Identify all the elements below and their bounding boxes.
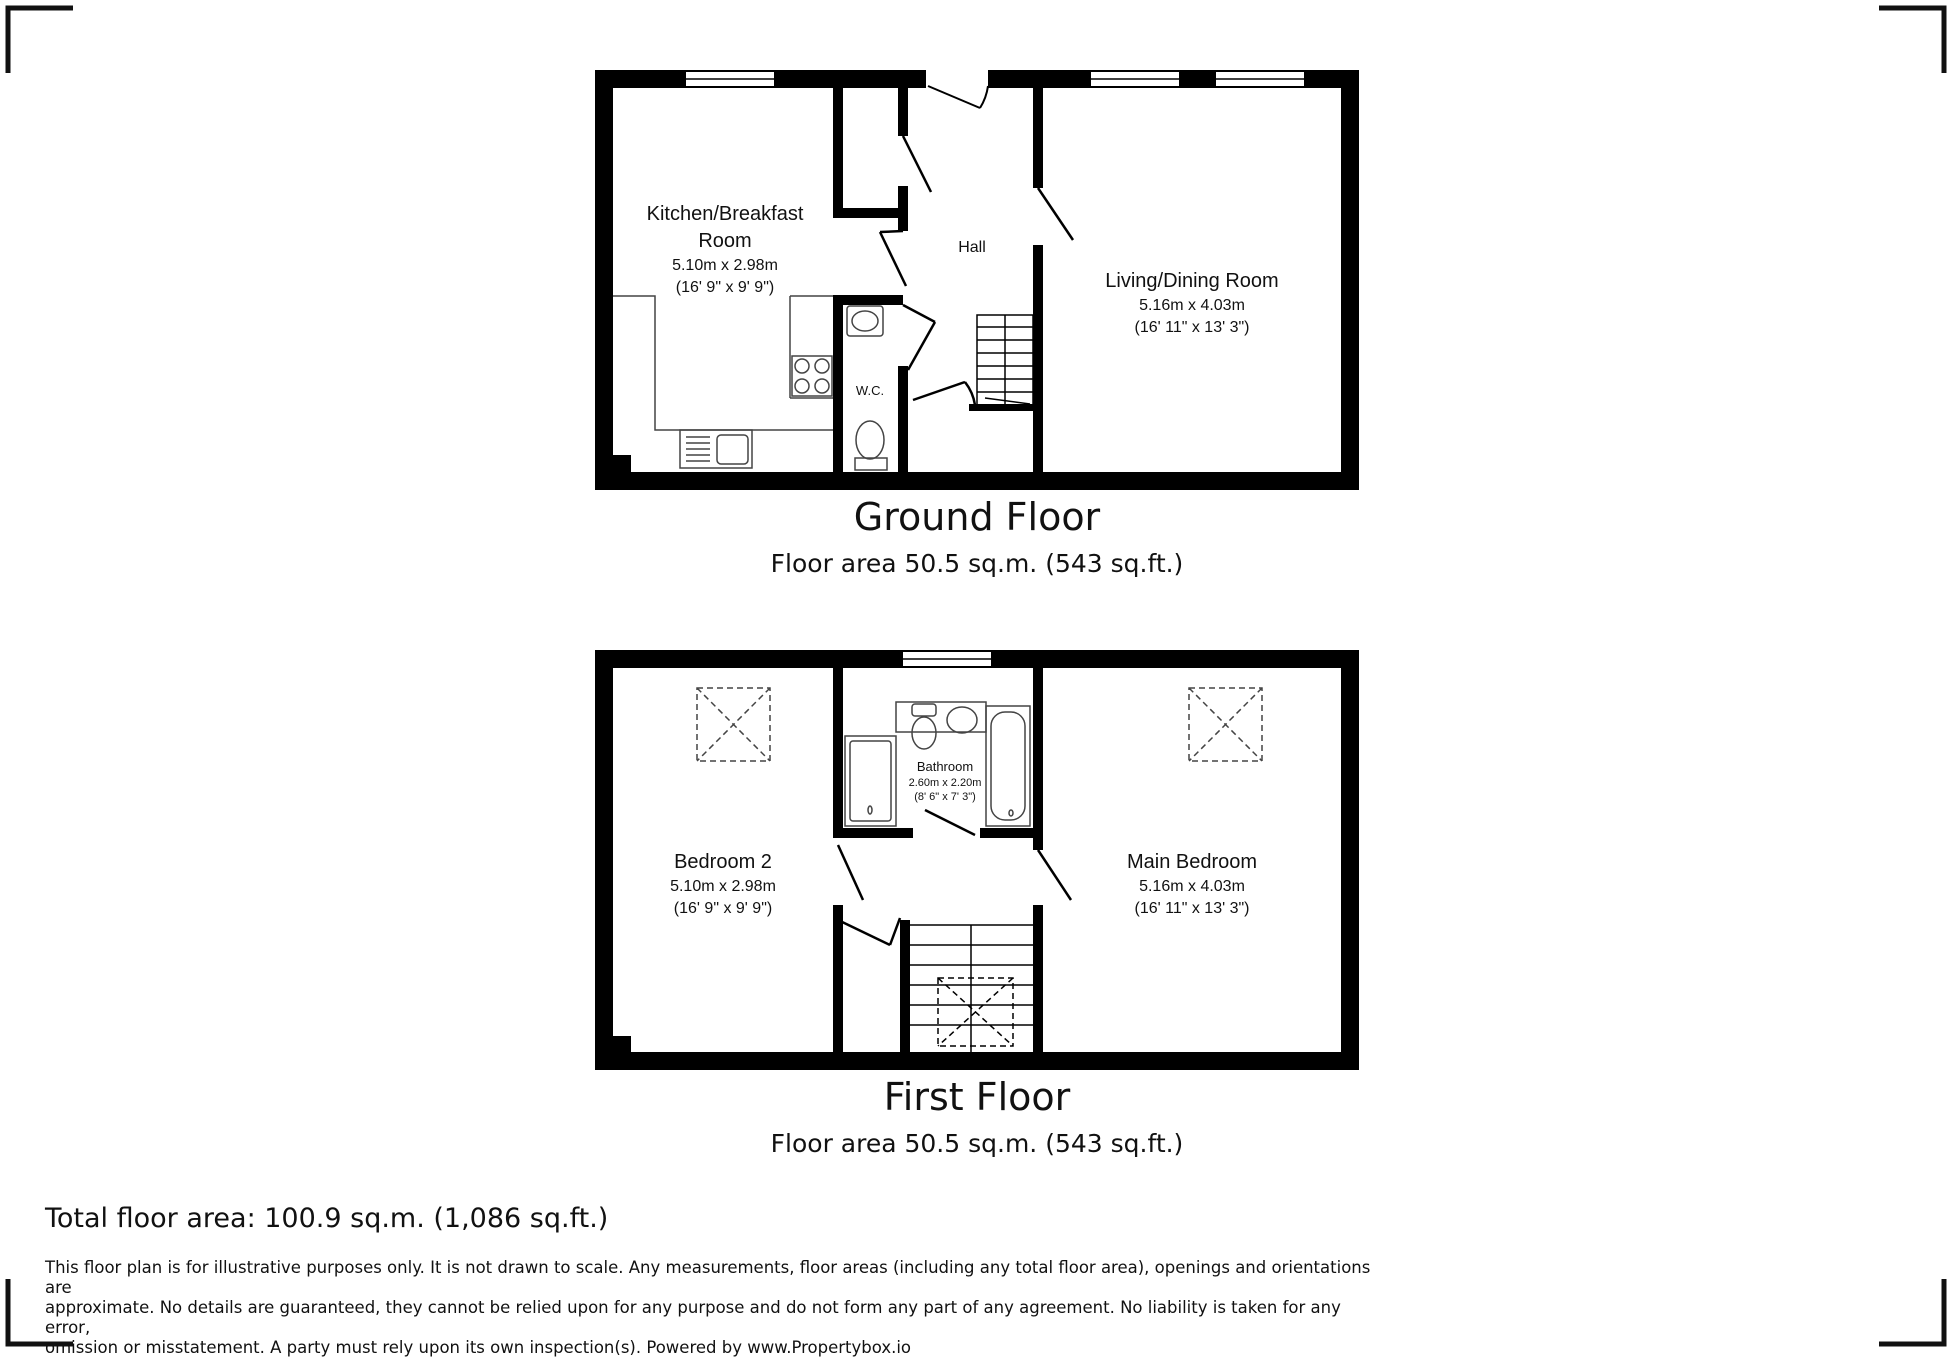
wc-name: W.C.	[855, 383, 885, 398]
front-door	[928, 86, 988, 108]
main-bedroom-imperial: (16' 11" x 13' 3")	[1134, 900, 1250, 917]
bathroom-imperial: (8' 6" x 7' 3")	[914, 791, 976, 803]
kitchen-name-line1: Kitchen/Breakfast	[646, 203, 804, 225]
disclaimer	[45, 1258, 1385, 1358]
main-bedroom-metric: 5.16m x 4.03m	[1139, 878, 1245, 895]
first-floor-title: First Floor	[883, 1075, 1071, 1119]
skylight-bedroom2	[697, 688, 770, 761]
ground-floor-area: Floor area 50.5 sq.m. (543 sq.ft.)	[770, 549, 1184, 578]
bathroom-metric: 2.60m x 2.20m	[908, 777, 982, 789]
hall-name: Hall	[958, 239, 986, 256]
hob	[792, 356, 832, 396]
kitchen-imperial: (16' 9" x 9' 9")	[675, 279, 775, 296]
bedroom2-imperial: (16' 9" x 9' 9")	[673, 900, 773, 917]
ground-floor-title: Ground Floor	[853, 495, 1101, 539]
first-window	[902, 651, 992, 667]
kitchen-name-line2: Room	[698, 230, 752, 252]
bathroom-name: Bathroom	[916, 759, 974, 774]
living-imperial: (16' 11" x 13' 3")	[1134, 319, 1250, 336]
ground-stairs	[977, 315, 1033, 405]
living-name: Living/Dining Room	[1105, 270, 1279, 292]
bedroom2-metric: 5.10m x 2.98m	[670, 878, 776, 895]
first-stairs	[910, 925, 1033, 1052]
kitchen-units	[613, 296, 833, 430]
total-floor-area: Total floor area: 100.9 sq.m. (1,086 sq.ft.)	[45, 1203, 609, 1234]
kitchen-metric: 5.10m x 2.98m	[672, 257, 778, 274]
first-floor-area: Floor area 50.5 sq.m. (543 sq.ft.)	[770, 1129, 1184, 1158]
disclaimer-line-1: This floor plan is for illustrative purposes only. It is not drawn to scale. Any measurements, floor areas (including any total floor area), openings and orientations are	[45, 1258, 1371, 1297]
bedroom2-name: Bedroom 2	[674, 851, 772, 873]
first-interior-walls	[833, 668, 1043, 1052]
main-bedroom-name: Main Bedroom	[1126, 851, 1258, 873]
living-metric: 5.16m x 4.03m	[1139, 297, 1245, 314]
disclaimer-line-3: omission or misstatement. A party must rely upon its own inspection(s). Powered by www.Propertybox.io	[45, 1338, 912, 1357]
kitchen-sink	[680, 430, 752, 468]
disclaimer-line-2: approximate. No details are guaranteed, they cannot be relied upon for any purpose and do not form any part of any agreement. No liability is taken for any error,	[45, 1298, 1341, 1337]
ground-interior-walls	[833, 88, 1043, 472]
skylight-main-bedroom	[1189, 688, 1262, 761]
